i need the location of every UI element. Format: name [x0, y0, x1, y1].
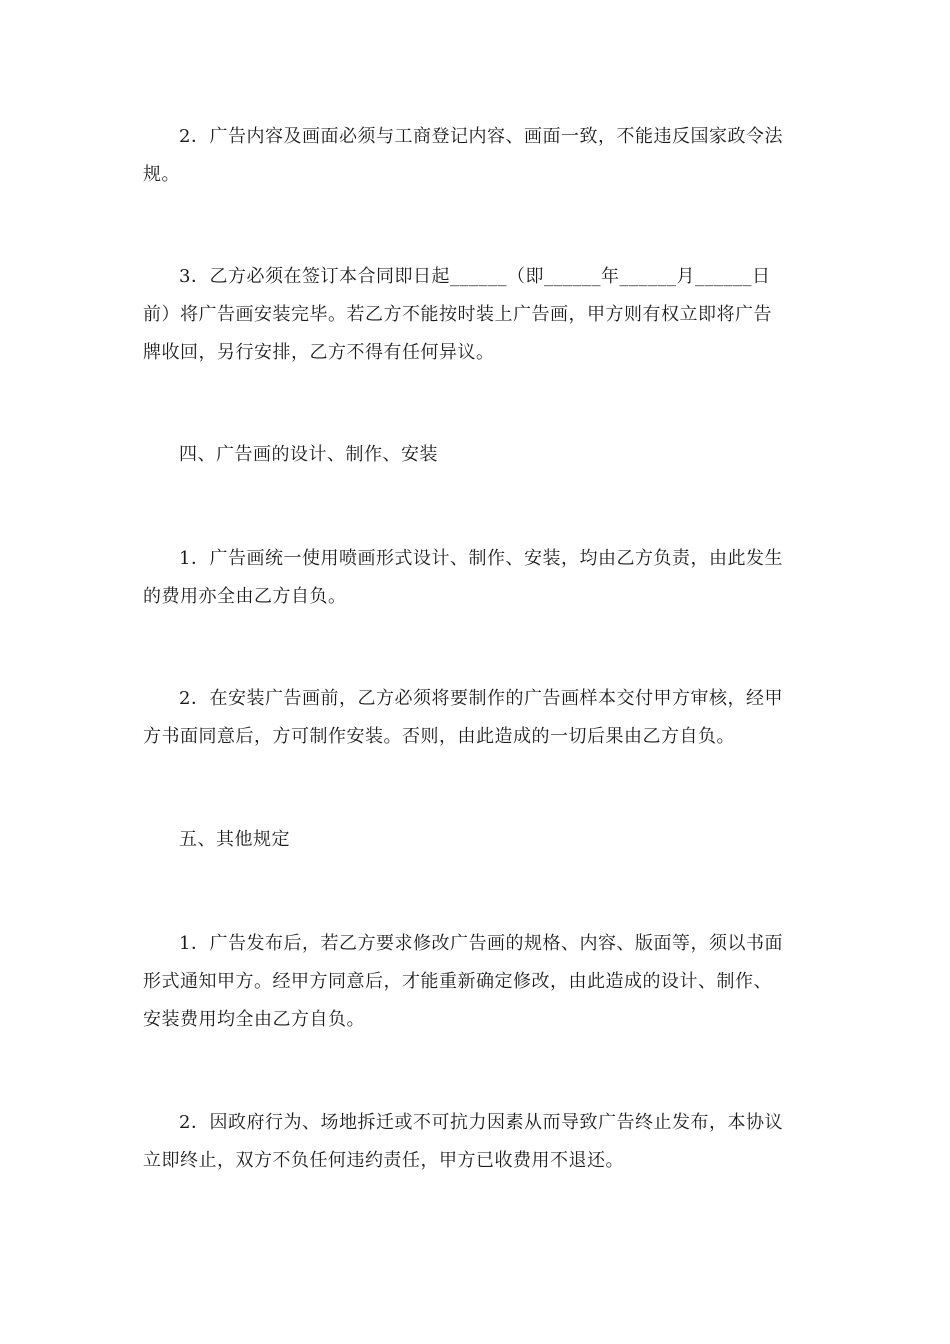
clause-4-1: [143, 540, 803, 616]
clause-line: 形式通知甲方。经甲方同意后，才能重新确定修改，由此造成的设计、制作、: [143, 971, 772, 992]
clause-3-3: [143, 258, 803, 372]
clause-line: 安装费用均全由乙方自负。: [143, 1009, 365, 1030]
clause-5-1: [143, 925, 803, 1039]
clause-5-2: [143, 1104, 803, 1180]
clause-line: 1．广告画统一使用喷画形式设计、制作、安装，均由乙方负责，由此发生: [179, 548, 783, 569]
clause-line: 前）将广告画安装完毕。若乙方不能按时装上广告画，甲方则有权立即将广告: [143, 304, 772, 325]
clause-line: 1．广告发布后，若乙方要求修改广告画的规格、内容、版面等，须以书面: [179, 933, 783, 954]
clause-line: 2．广告内容及画面必须与工商登记内容、画面一致，不能违反国家政令法: [179, 126, 783, 147]
section-heading-5: 五、其他规定: [179, 829, 290, 850]
clause-line: 3．乙方必须在签订本合同即日起______（即______年______月______日: [179, 266, 771, 287]
clause-line: 规。: [143, 164, 180, 185]
clause-line: 方书面同意后，方可制作安装。否则，由此造成的一切后果由乙方自负。: [143, 726, 735, 747]
clause-line: 2．因政府行为、场地拆迁或不可抗力因素从而导致广告终止发布，本协议: [179, 1112, 783, 1133]
section-heading-4: 四、广告画的设计、制作、安装: [179, 444, 438, 465]
clause-4-2: [143, 680, 803, 756]
clause-line: 的费用亦全由乙方自负。: [143, 586, 347, 607]
clause-line: 立即终止，双方不负任何违约责任，甲方已收费用不退还。: [143, 1150, 624, 1171]
clause-line: 2．在安装广告画前，乙方必须将要制作的广告画样本交付甲方审核，经甲: [179, 688, 783, 709]
clause-3-2: [143, 118, 803, 194]
clause-line: 牌收回，另行安排，乙方不得有任何异议。: [143, 342, 495, 363]
